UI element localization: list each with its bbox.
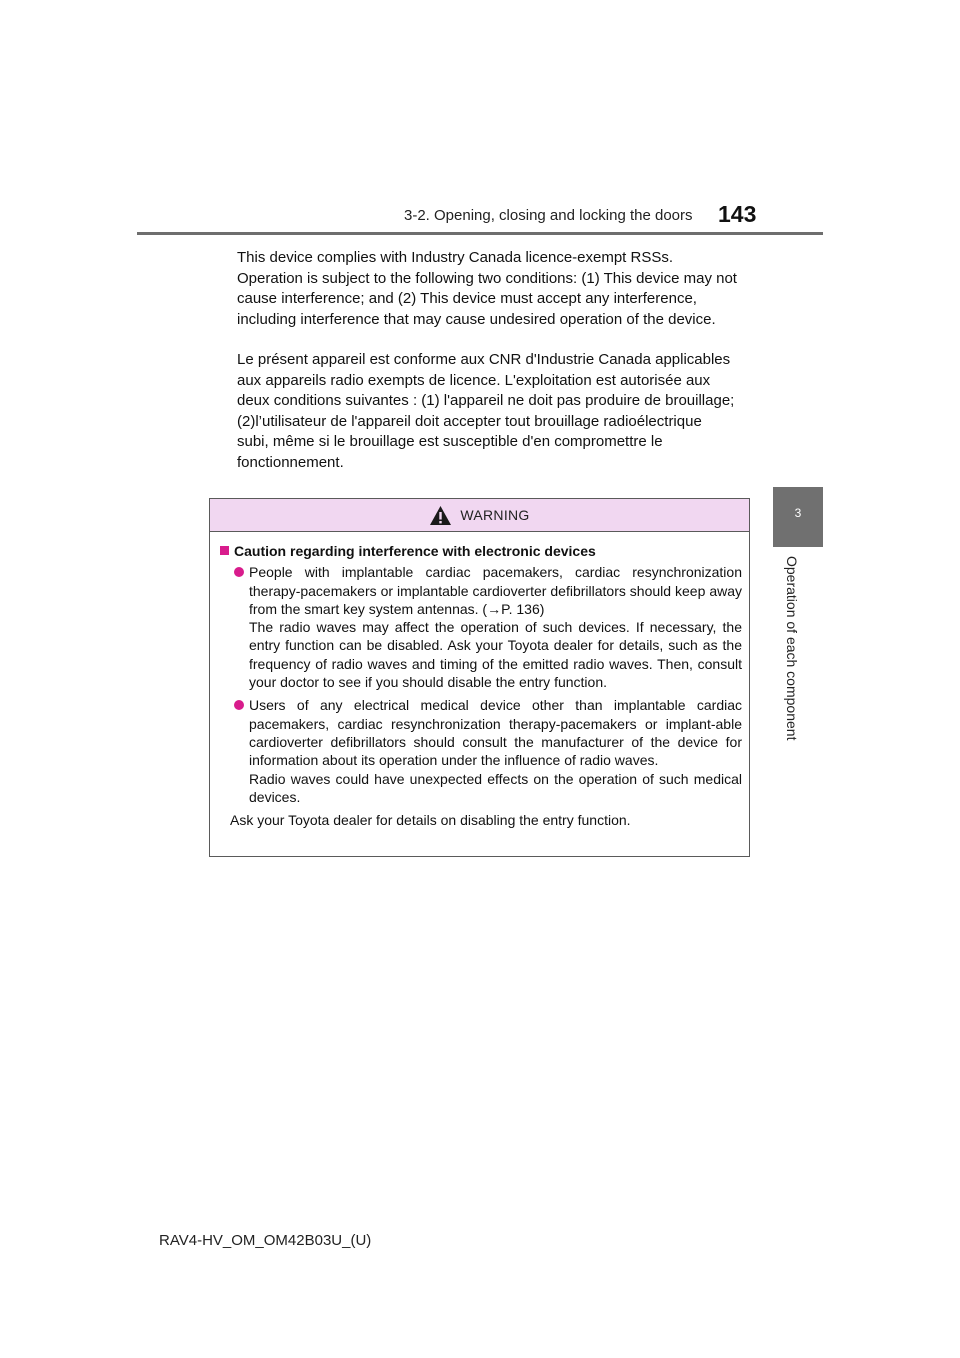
warning-title: WARNING — [460, 507, 530, 523]
warning-header — [210, 499, 749, 532]
chapter-number: 3 — [794, 506, 802, 520]
section-title: 3-2. Opening, closing and locking the doors — [404, 207, 693, 224]
document-code: RAV4-HV_OM_OM42B03U_(U) — [159, 1232, 372, 1249]
warning-triangle-icon — [429, 505, 452, 526]
warning-bullet — [234, 563, 742, 691]
circle-bullet-icon — [234, 567, 244, 577]
header-divider — [137, 232, 823, 235]
warning-bullet-text — [249, 696, 742, 806]
warning-body — [210, 532, 749, 829]
warning-bullet-text — [249, 563, 742, 691]
square-bullet-icon — [220, 546, 229, 555]
ic-statement-english: This device complies with Industry Canada licence-exempt RSSs. Operation is subject to the following two conditions: (1) This device may not cause interference; and (2) This device must accept any interference, including interference that may cause undesired operation of the device. — [237, 249, 737, 328]
warning-bullet-paragraph: Radio waves could have unexpected effects on the operation of such medical devices. — [249, 770, 742, 805]
warning-section-heading — [220, 542, 742, 560]
warning-note: Ask your Toyota dealer for details on disabling the entry function. — [230, 812, 631, 829]
ic-compliance-statement — [237, 248, 737, 473]
chapter-title: Operation of each component — [784, 556, 800, 741]
circle-bullet-icon — [234, 700, 244, 710]
warning-bullet — [234, 696, 742, 806]
warning-bullet-paragraph: People with implantable cardiac pacemakers, cardiac resynchronization therapy-pacemakers or implantable cardioverter defibrillators should keep away from the smart key system antennas. (→P. 136) — [249, 564, 742, 617]
warning-heading-text: Caution regarding interference with electronic devices — [234, 543, 596, 559]
chapter-tab — [773, 487, 823, 547]
warning-bullet-paragraph: Users of any electrical medical device other than implantable cardiac pacemakers, cardiac resynchronization therapy-pacemakers or implant-able cardioverter defibrillators should consult the manufacturer of the device for information about its operation under the influence of radio waves. — [249, 697, 742, 769]
ic-statement-french: Le présent appareil est conforme aux CNR d'Industrie Canada applicables aux appareils radio exempts de licence. L'exploitation est autorisée aux deux conditions suivantes : (1) l'appareil ne doit pas produire de brouillage; (2)l’utilisateur de l'appareil doit accepter tout brouillage radioélectrique subi, même si le brouillage est susceptible d'en compromettre le fonctionnement. — [237, 351, 735, 471]
warning-box — [209, 498, 750, 857]
warning-bullet-paragraph: The radio waves may affect the operation of such devices. If necessary, the entry function can be disabled. Ask your Toyota dealer for details, such as the frequency of radio waves and timing of the emitted radio waves. Then, consult your doctor to see if you should disable the entry function. — [249, 619, 742, 691]
page-number: 143 — [718, 201, 757, 227]
